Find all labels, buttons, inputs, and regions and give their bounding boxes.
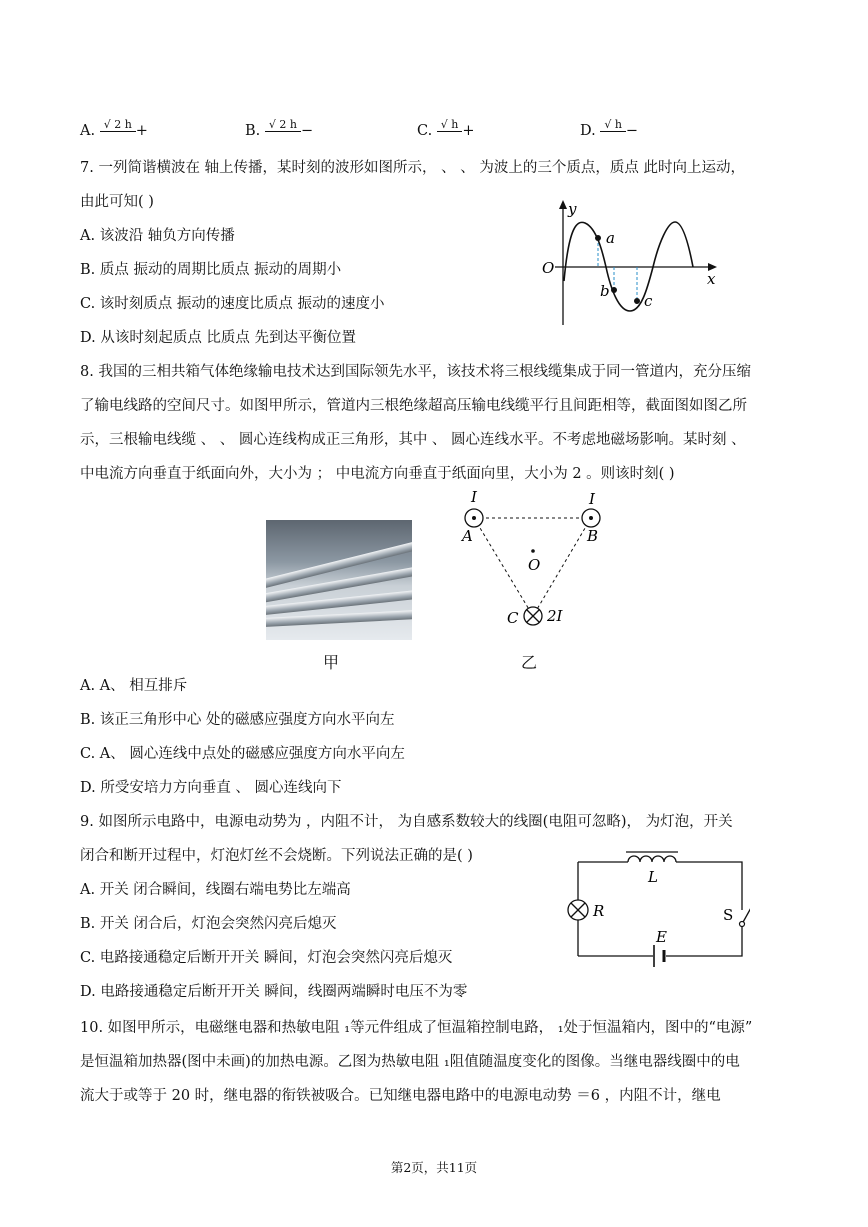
point-a [595,235,601,241]
current-label-a: I [471,488,477,506]
center-point-o [531,549,535,553]
q6-option-c: C. √ h + [417,118,475,144]
label-e: E [656,928,667,946]
x-label: x [707,270,716,288]
q7-stem-line-2: 由此可知( ) [80,194,154,210]
triangle-figure [455,488,615,638]
q6-fraction: √ h [437,118,463,144]
edge-bc [533,518,591,616]
circuit-figure [560,846,750,971]
label-c: c [644,292,653,310]
switch-contact [740,922,745,927]
pipeline-photo [266,520,412,640]
q9-option-c: C. 电路接通稳定后断开开关 瞬间，灯泡会突然闪亮后熄灭 [80,950,453,966]
point-c [634,298,640,304]
wave-figure [535,198,725,333]
q9-option-d: D. 电路接通稳定后断开开关 瞬间，线圈两端瞬时电压不为零 [80,984,468,1000]
label-b: B [587,527,599,545]
q7-stem-line-1: 7. 一列简谐横波在 轴上传播，某时刻的波形如图所示， 、 、 为波上的三个质点，质点 此时向上运动， [80,160,745,176]
q6-option-d: D. √ h − [580,118,638,144]
q7-option-c: C. 该时刻质点 振动的速度比质点 振动的速度小 [80,296,385,312]
q9-stem-line-1: 9. 如图所示电路中，电源电动势为 ，内阻不计， 为自感系数较大的线圈(电阻可忽略)， 为灯泡，开关 [80,814,733,830]
current-out-icon [472,516,476,520]
label-s: S [723,906,734,924]
inductor-coil [628,856,676,862]
label-a: a [606,229,615,247]
q6-fraction: √ 2 h [265,118,301,144]
q8-stem-line-4: 中电流方向垂直于纸面向外，大小为 ； 中电流方向垂直于纸面向里，大小为 2 。则该时刻( ) [80,466,675,482]
q10-line-3: 流大于或等于 20 时，继电器的衔铁被吸合。已知继电器电路中的电源电动势 ＝6 ，内阻不计，继电 [80,1088,721,1104]
q10-line-1: 10. 如图甲所示，电磁继电器和热敏电阻 ₁等元件组成了恒温箱控制电路， ₁处于恒温箱内，图中的“电源” [80,1020,753,1036]
q9-option-a: A. 开关 闭合瞬间，线圈右端电势比左端高 [80,882,351,898]
label-l: L [648,868,658,886]
current-label-c: 2I [547,607,563,625]
caption-jia: 甲 [323,653,340,672]
q8-option-a: A. A、 相互排斥 [80,678,188,694]
q7-option-d: D. 从该时刻起质点 比质点 先到达平衡位置 [80,330,357,346]
y-label: y [568,200,577,218]
q8-option-c: C. A、 圆心连线中点处的磁感应强度方向水平向左 [80,746,405,762]
current-out-icon [589,516,593,520]
q8-stem-line-1: 8. 我国的三相共箱气体绝缘输电技术达到国际领先水平，该技术将三根线缆集成于同一管道内，充分压缩 [80,364,751,380]
q9-stem-line-2: 闭合和断开过程中，灯泡灯丝不会烧断。下列说法正确的是( ) [80,848,473,864]
q7-option-b: B. 质点 振动的周期比质点 振动的周期小 [80,262,342,278]
label-c: C [507,609,519,627]
edge-ac [474,518,533,616]
label-o: O [528,556,541,574]
q8-stem-line-2: 了输电线路的空间尺寸。如图甲所示，管道内三根绝缘超高压输电线缆平行且间距相等，截面图如图乙所 [80,398,747,414]
caption-yi: 乙 [521,653,538,672]
q6-fraction: √ 2 h [100,118,136,144]
y-arrow-icon [559,200,567,209]
q7-option-a: A. 该波沿 轴负方向传播 [80,228,235,244]
q8-stem-line-3: 示，三根输电线缆 、 、 圆心连线构成正三角形，其中 、 圆心连线水平。不考虑地磁场影响。某时刻 、 [80,432,746,448]
q6-option-b: B. √ 2 h − [245,118,313,144]
q8-option-d: D. 所受安培力方向垂直 、 圆心连线向下 [80,780,342,796]
label-a: A [462,527,473,545]
page-footer: 第2页，共11页 [390,1160,478,1175]
current-label-b: I [589,490,595,508]
wire-top [578,862,742,906]
q9-option-b: B. 开关 闭合后，灯泡会突然闪亮后熄灭 [80,916,337,932]
q6-fraction: √ h [600,118,626,144]
point-b [611,287,617,293]
q8-option-b: B. 该正三角形中心 处的磁感应强度方向水平向左 [80,712,395,728]
q6-option-a: A. √ 2 h + [80,118,148,144]
label-r: R [593,902,605,920]
label-b: b [600,282,610,300]
origin-label: O [542,259,555,277]
q10-line-2: 是恒温箱加热器(图中未画)的加热电源。乙图为热敏电阻 ₁阻值随温度变化的图像。当继电器线圈中的电 [80,1054,740,1070]
